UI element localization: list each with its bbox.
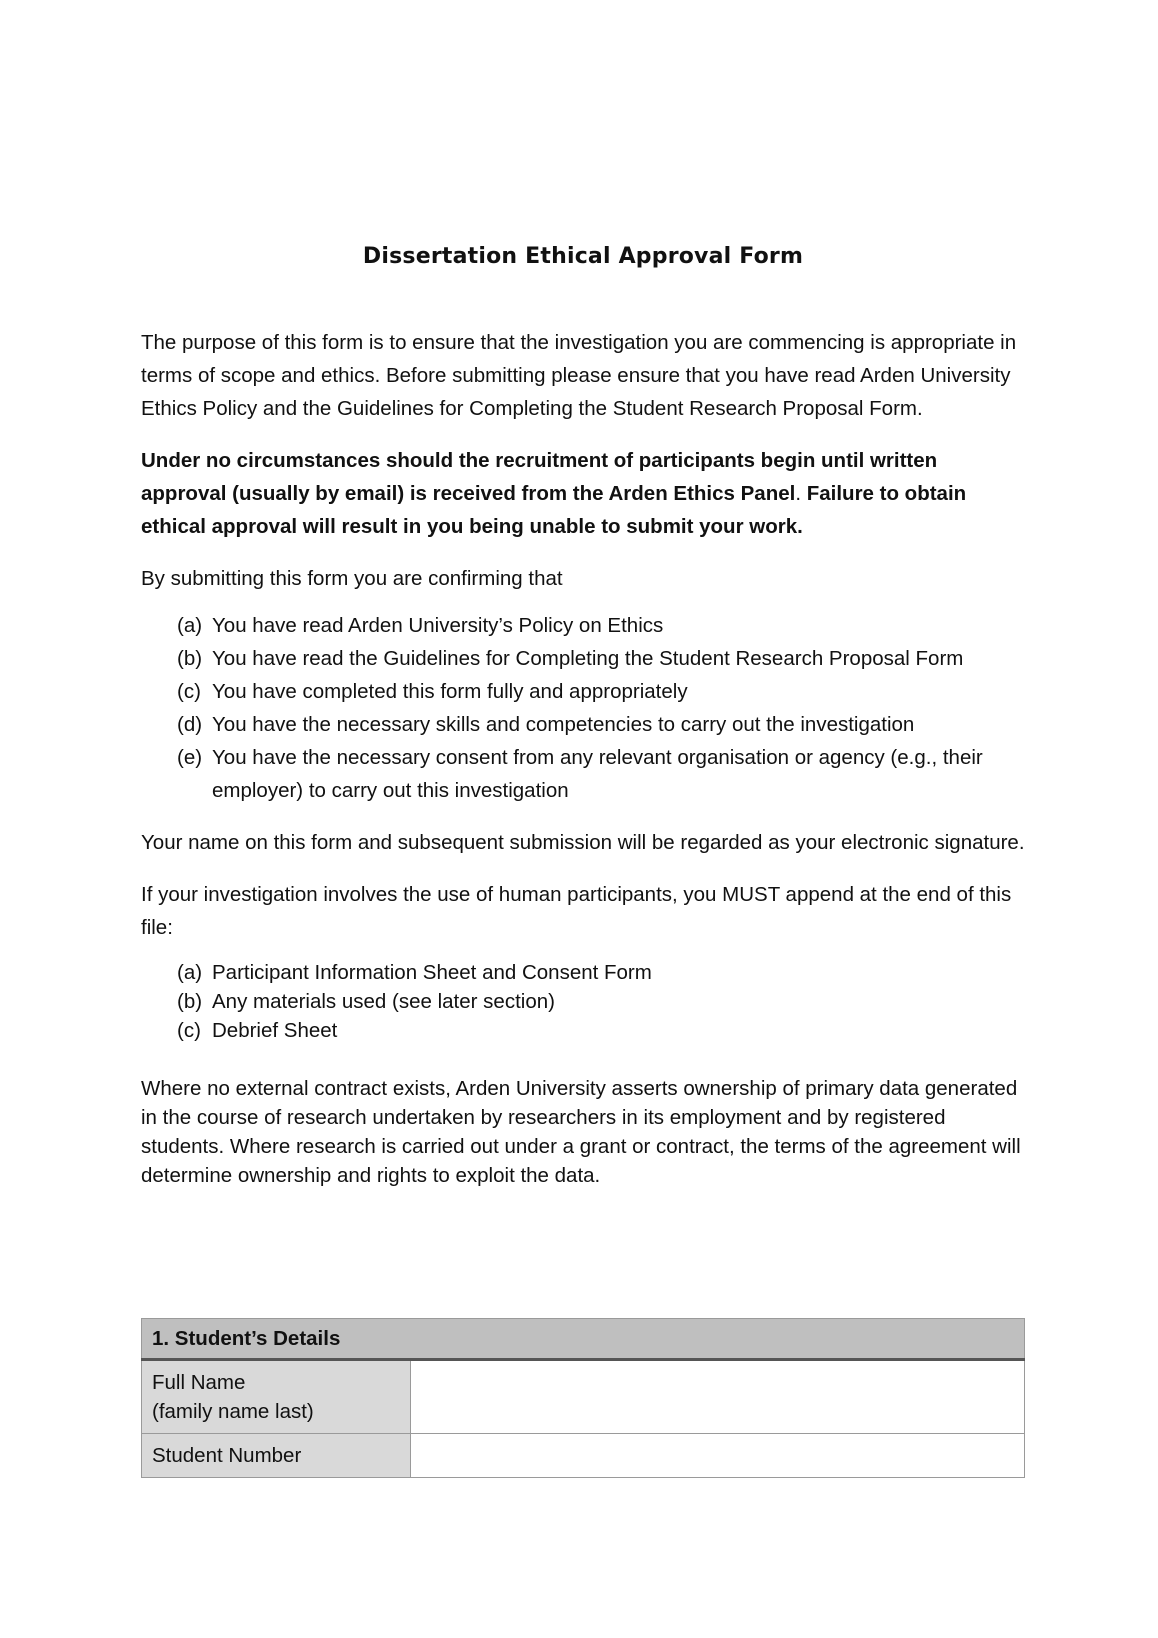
table-row xyxy=(142,1434,1025,1478)
student-details-table xyxy=(141,1318,1025,1478)
list-item xyxy=(177,609,1025,642)
appendix-list xyxy=(141,958,1025,1045)
list-item-text: Debrief Sheet xyxy=(212,1019,338,1042)
list-marker: (a) xyxy=(177,614,203,637)
list-item xyxy=(177,741,1025,807)
list-marker: (b) xyxy=(177,647,203,670)
append-lead: If your investigation involves the use of human participants, you MUST append at the end of this file: xyxy=(141,883,1012,939)
confirm-lead: By submitting this form you are confirming that xyxy=(141,567,563,590)
signature-note: Your name on this form and subsequent submission will be regarded as your electronic signature. xyxy=(141,831,1025,854)
warning-paragraph xyxy=(141,444,1025,543)
purpose-paragraph: The purpose of this form is to ensure that the investigation you are commencing is appropriate in terms of scope and ethics. Before submitting please ensure that you have read Arden University Ethics Policy and the Guidelines for Completing the Student Research Proposal Form. xyxy=(141,331,1017,420)
list-marker: (c) xyxy=(177,680,201,703)
list-marker: (d) xyxy=(177,713,203,736)
list-marker: (a) xyxy=(177,961,203,984)
list-item-text: You have the necessary skills and competencies to carry out the investigation xyxy=(212,713,915,736)
list-item-text: You have read Arden University’s Policy on Ethics xyxy=(212,614,664,637)
list-item-text: You have completed this form fully and appropriately xyxy=(212,680,688,703)
list-item-text: You have the necessary consent from any relevant organisation or agency (e.g., their employer) to carry out this investigation xyxy=(212,746,983,802)
list-item xyxy=(177,642,1025,675)
warning-dot: . xyxy=(795,482,802,505)
form-instructions xyxy=(141,326,1025,1209)
list-marker: (b) xyxy=(177,990,203,1013)
warning-text-part2: Failure to obtain ethical approval will result in you being unable to submit your work. xyxy=(141,482,967,538)
student-number-label: Student Number xyxy=(142,1434,411,1478)
list-item xyxy=(177,958,1025,987)
list-marker: (e) xyxy=(177,746,203,769)
list-marker: (c) xyxy=(177,1019,201,1042)
full-name-label-line2: (family name last) xyxy=(152,1400,314,1423)
confirmation-list xyxy=(141,609,1025,807)
list-item xyxy=(177,708,1025,741)
list-item-text: Any materials used (see later section) xyxy=(212,990,555,1013)
page-title: Dissertation Ethical Approval Form xyxy=(362,244,804,269)
list-item xyxy=(177,1016,1025,1045)
warning-text-part1: Under no circumstances should the recruitment of participants begin until written approval (usually by email) is received from the Arden Ethics Panel xyxy=(141,449,938,505)
student-details-heading: 1. Student’s Details xyxy=(142,1319,1025,1360)
ownership-paragraph: Where no external contract exists, Arden University asserts ownership of primary data generated in the course of research undertaken by researchers in its employment and by registered students. Where research is carried out under a grant or contract, the terms of the agreement will determine ownership and rights to exploit the data. xyxy=(141,1077,1021,1187)
student-number-field[interactable] xyxy=(411,1434,1025,1478)
table-row xyxy=(142,1360,1025,1434)
list-item xyxy=(177,987,1025,1016)
list-item-text: You have read the Guidelines for Completing the Student Research Proposal Form xyxy=(212,647,964,670)
full-name-field[interactable] xyxy=(411,1360,1025,1434)
list-item xyxy=(177,675,1025,708)
list-item-text: Participant Information Sheet and Consent Form xyxy=(212,961,652,984)
full-name-label-line1: Full Name xyxy=(152,1371,246,1394)
full-name-label xyxy=(142,1360,411,1434)
